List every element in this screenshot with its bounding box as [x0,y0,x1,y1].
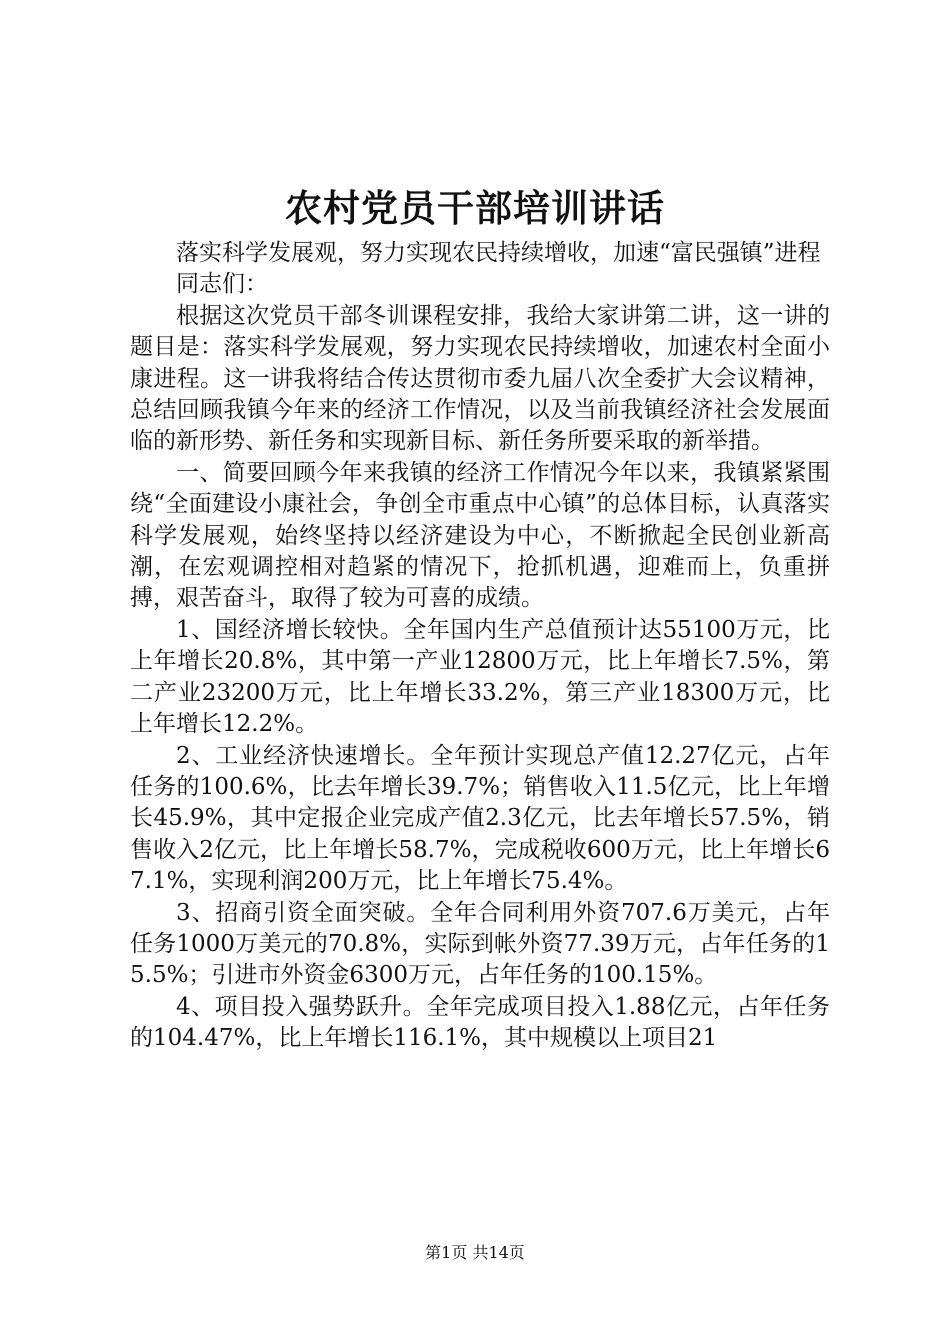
salutation-paragraph: 同志们： [176,271,268,298]
document-title: 农村党员干部培训讲话 [285,186,665,230]
body-paragraph: 3、招商引资全面突破。全年合同利用外资707.6万美元，占年任务1000万美元的70.8%，实际到帐外资77.39万元，占年任务的15.5%；引进市外资金6300万元，占年任务的100.15%。 [130,899,830,989]
body-paragraph: 一、简要回顾今年来我镇的经济工作情况今年以来，我镇紧紧围绕“全面建设小康社会，争创全市重点中心镇”的总体目标，认真落实科学发展观，始终坚持以经济建设为中心，不断掀起全民创业新高潮，在宏观调控相对趋紧的情况下，抢抓机遇，迎难而上，负重拼搏，艰苦奋斗，取得了较为可喜的成绩。 [130,459,830,612]
document-body [130,238,830,1055]
body-paragraph: 根据这次党员干部冬训课程安排，我给大家讲第二讲，这一讲的题目是：落实科学发展观，努力实现农民持续增收，加速农村全面小康进程。这一讲我将结合传达贯彻市委九届八次全委扩大会议精神，总结回顾我镇今年来的经济工作情况，以及当前我镇经济社会发展面临的新形势、新任务和实现新目标、新任务所要采取的新举措。 [130,302,830,455]
subtitle-paragraph: 落实科学发展观，努力实现农民持续增收，加速“富民强镇”进程 [176,240,821,266]
body-paragraph: 1、国经济增长较快。全年国内生产总值预计达55100万元，比上年增长20.8%，其中第一产业12800万元，比上年增长7.5%，第二产业23200万元，比上年增长33.2%，第三产业18300万元，比上年增长12.2%。 [130,616,830,738]
body-paragraph: 2、工业经济快速增长。全年预计实现总产值12.27亿元，占年任务的100.6%，比去年增长39.7%；销售收入11.5亿元，比上年增长45.9%，其中定报企业完成产值2.3亿元，比去年增长57.5%，销售收入2亿元，比上年增长58.7%，完成税收600万元，比上年增长67.1%，实现利润200万元，比上年增长75.4%。 [130,742,830,895]
body-paragraph: 4、项目投入强势跃升。全年完成项目投入1.88亿元，占年任务的104.47%，比上年增长116.1%，其中规模以上项目21 [130,993,830,1052]
page-footer: 第1页 共14页 [425,1243,525,1262]
